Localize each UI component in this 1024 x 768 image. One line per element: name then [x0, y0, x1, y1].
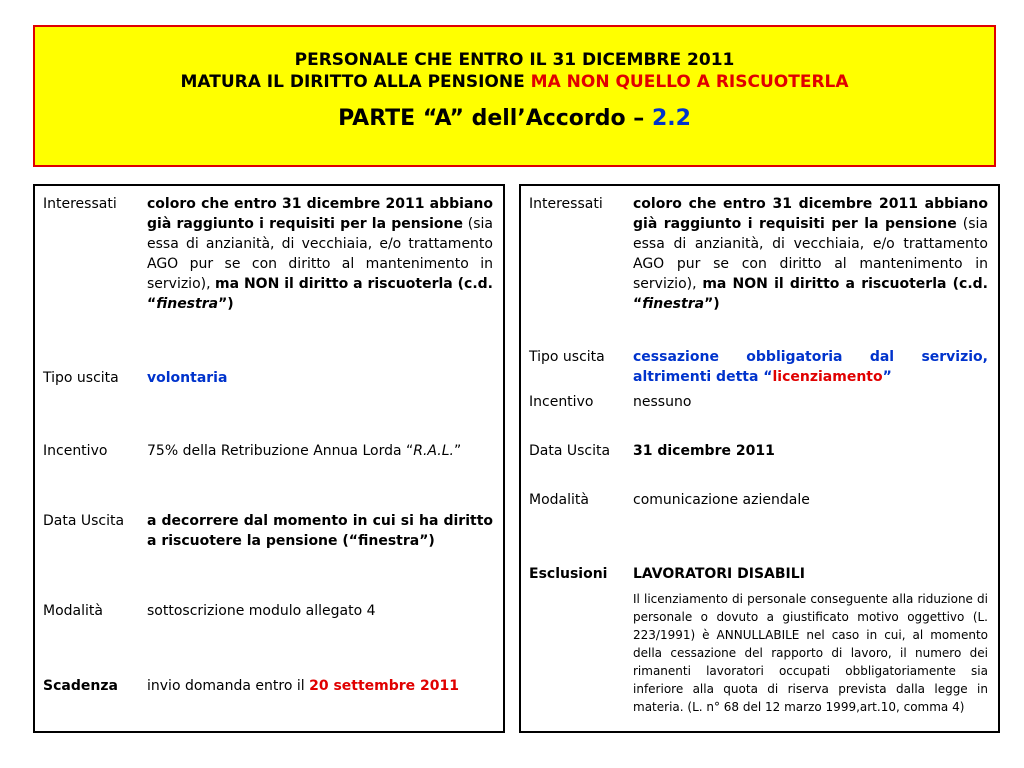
left-incentivo-italic: R.A.L.: [413, 443, 454, 459]
right-interessati-bold3: ”): [704, 296, 720, 312]
left-scadenza-text: invio domanda entro il: [147, 678, 310, 694]
title-banner: [33, 25, 996, 167]
title-line-2-black: MATURA IL DIRITTO ALLA PENSIONE: [180, 72, 531, 92]
left-interessati-bold2: ma NON il diritto a riscuoterla (c.d. “: [147, 276, 493, 312]
title-line-3-blue: 2.2: [651, 106, 691, 131]
right-interessati-bold2: ma NON il diritto a riscuoterla (c.d. “: [633, 276, 988, 312]
right-data-value: 31 dicembre 2011: [633, 443, 775, 459]
left-interessati-bold1: coloro che entro 31 dicembre 2011 abbiano già raggiunto i requisiti per la pensione: [147, 196, 493, 232]
left-data-value: a decorrere dal momento in cui si ha diritto a riscuotere la pensione (“finestra”): [147, 513, 493, 549]
left-incentivo-value: [147, 441, 493, 461]
right-tipo-value: [633, 347, 988, 387]
left-modalita-label: Modalità: [43, 603, 103, 619]
left-modalita-value: sottoscrizione modulo allegato 4: [147, 603, 376, 619]
left-scadenza-value: [147, 676, 493, 696]
right-interessati-italic: finestra: [642, 296, 705, 312]
right-tipo-label: Tipo uscita: [529, 349, 605, 365]
left-incentivo-close: ”: [453, 443, 462, 459]
right-incentivo-value: nessuno: [633, 394, 692, 410]
left-panel: [33, 184, 505, 733]
right-interessati-bold1: coloro che entro 31 dicembre 2011 abbiano già raggiunto i requisiti per la pensione: [633, 196, 988, 232]
right-interessati-value: [633, 194, 988, 314]
left-interessati-text: (sia essa di anzianità, di vecchiaia, e/o trattamento AGO pur se con diritto al mantenimento in servizio),: [147, 216, 494, 292]
left-tipo-label: Tipo uscita: [43, 370, 119, 386]
right-data-label: Data Uscita: [529, 443, 611, 459]
left-tipo-value: volontaria: [147, 370, 228, 386]
right-tipo-red: licenziamento: [772, 369, 883, 385]
title-line-3-black: PARTE “A” dell’Accordo –: [338, 106, 652, 131]
left-interessati-value: [147, 194, 493, 314]
right-interessati-label: Interessati: [529, 196, 603, 212]
right-incentivo-label: Incentivo: [529, 394, 594, 410]
left-interessati-bold3: ”): [218, 296, 234, 312]
right-modalita-label: Modalità: [529, 492, 589, 508]
title-line-1: PERSONALE CHE ENTRO IL 31 DICEMBRE 2011: [294, 50, 735, 70]
left-interessati-italic: finestra: [156, 296, 219, 312]
right-panel: [519, 184, 1000, 733]
right-tipo-blue: cessazione obbligatoria dal servizio, altrimenti detta “: [633, 349, 988, 385]
left-data-label: Data Uscita: [43, 513, 125, 529]
left-interessati-label: Interessati: [43, 196, 117, 212]
left-incentivo-label: Incentivo: [43, 443, 108, 459]
right-tipo-close: ”: [882, 369, 892, 385]
title-line-3: [35, 105, 994, 133]
left-scadenza-label: Scadenza: [43, 678, 118, 694]
left-scadenza-date: 20 settembre 2011: [309, 678, 460, 694]
right-interessati-text: (sia essa di anzianità, di vecchiaia, e/o trattamento AGO pur se con diritto al mantenimento in servizio),: [633, 216, 988, 292]
right-esclusioni-label: Esclusioni: [529, 566, 608, 582]
title-line-2: [35, 71, 994, 93]
right-esclusioni-value: LAVORATORI DISABILI: [633, 566, 805, 582]
title-line-2-red: MA NON QUELLO A RISCUOTERLA: [530, 72, 849, 92]
right-esclusioni-note: Il licenziamento di personale conseguente alla riduzione di personale o dovuto a giustificato motivo oggettivo (L. 223/1991) è ANNULLABILE nel caso in cui, al momento della cessazione del rapporto di lavoro, il numero dei rimanenti lavoratori occupati obbligatoriamente sia inferiore alla quota di riserva prevista dalla legge in materia. (L. n° 68 del 12 marzo 1999,art.10, comma 4): [633, 592, 988, 714]
left-incentivo-text: 75% della Retribuzione Annua Lorda “: [147, 443, 414, 459]
right-modalita-value: comunicazione aziendale: [633, 492, 810, 508]
